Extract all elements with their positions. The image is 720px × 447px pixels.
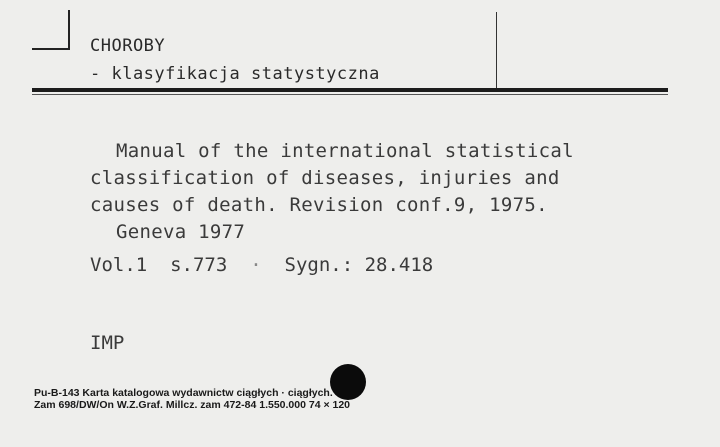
- header-divider-vertical: [496, 12, 497, 90]
- punch-hole: [330, 364, 366, 400]
- card-footer: [34, 387, 350, 411]
- title-description: [90, 138, 670, 246]
- holding-institution: IMP: [90, 332, 125, 354]
- description-line-2: classification of diseases, injuries and: [90, 167, 560, 189]
- volume-line: [90, 254, 433, 276]
- header-rule-thin: [32, 94, 668, 95]
- footer-line-2: Zam 698/DW/On W.Z.Graf. Millcz. zam 472-84 1.550.000 74 × 120: [34, 399, 351, 411]
- subject-heading: CHOROBY: [90, 36, 166, 56]
- call-number: Sygn.: 28.418: [284, 254, 434, 276]
- header-rule-heavy: [32, 88, 668, 92]
- separator-dot: ·: [250, 254, 262, 276]
- description-line-1: Manual of the international statistical: [116, 140, 574, 162]
- subject-subheading: - klasyfikacja statystyczna: [90, 64, 380, 84]
- footer-line-1: Pu-B-143 Karta katalogowa wydawnictw ciągłych · ciągłych.: [34, 387, 333, 399]
- corner-mark-horizontal: [32, 48, 70, 50]
- corner-mark-vertical: [68, 10, 70, 50]
- volume: Vol.1: [90, 254, 148, 276]
- pages: s.773: [170, 254, 228, 276]
- place-year: Geneva 1977: [116, 221, 246, 243]
- description-line-3: causes of death. Revision conf.9, 1975.: [90, 194, 548, 216]
